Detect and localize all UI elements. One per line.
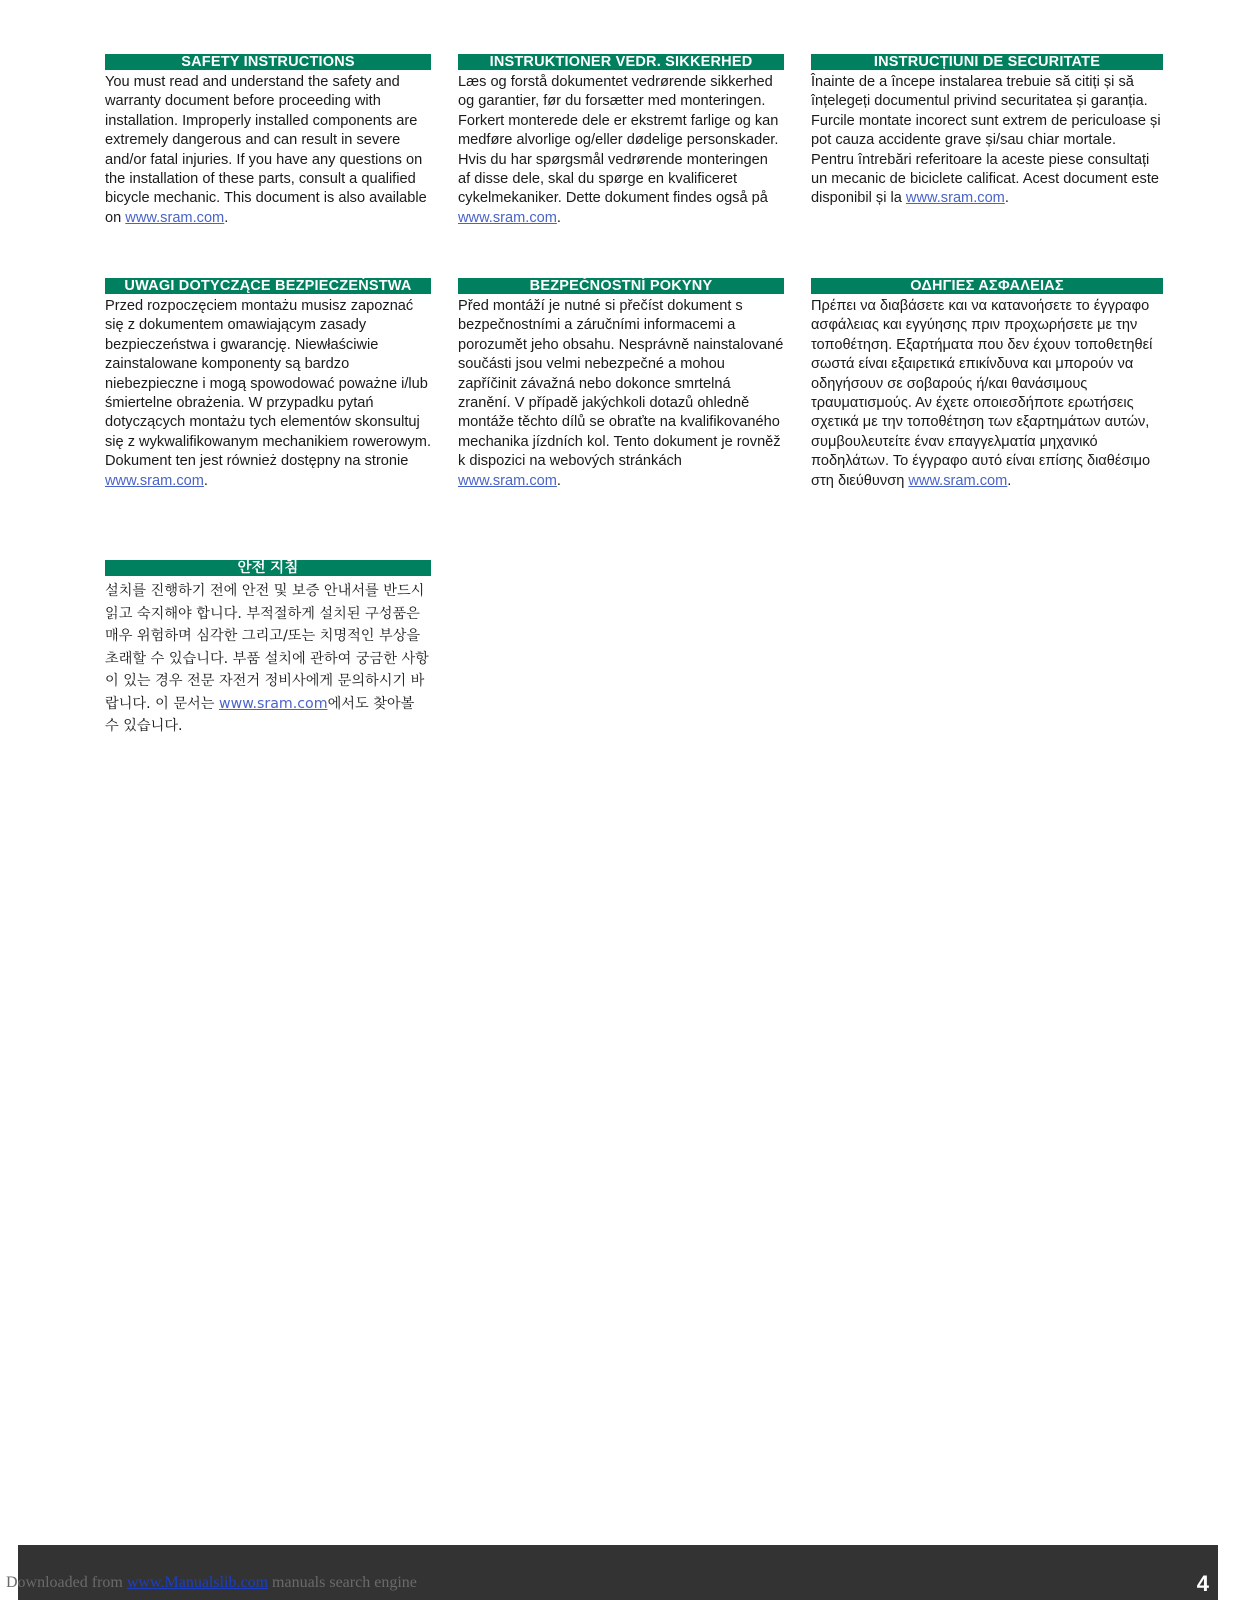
section-body: Πρέπει να διαβάσετε και να κατανοήσετε το έγγραφο ασφάλειας και εγγύησης πριν προχωρήσετε με την τοποθέτηση. Εξαρτήματα που δεν έχουν τοποθετηθεί σωστά είναι εξαιρετικά επικίνδυνα και μπορούν να οδηγήσουν σε σοβαρούς ή/και θανάσιμους τραυματισμούς. Αν έχετε οποιεσδήποτε ερωτήσεις σχετικά με την τοποθέτηση των εξαρτημάτων αυτών, συμβουλευτείτε έναν επαγγελματία μηχανικό ποδηλάτων. Το έγγραφο αυτό είναι επίσης διαθέσιμο στη διεύθυνση www.sram.com. bbox=[811, 298, 1153, 489]
section-heading: ΟΔΗΓΙΕΣ ΑΣΦΑΛΕΙΑΣ bbox=[811, 278, 1163, 294]
section-safety-pl bbox=[105, 278, 431, 491]
page-number: 4 bbox=[1196, 1571, 1209, 1596]
section-heading: INSTRUKTIONER VEDR. SIKKERHED bbox=[458, 54, 784, 70]
section-body: You must read and understand the safety and warranty document before proceeding with installation. Improperly installed components are extremely dangerous and can result in severe and/or fatal injuries. If you have any questions on the installation of these parts, consult a qualified bicycle mechanic. This document is also available on www.sram.com. bbox=[105, 74, 427, 226]
section-heading: SAFETY INSTRUCTIONS bbox=[105, 54, 431, 70]
section-safety-en bbox=[105, 54, 431, 228]
section-safety-cs bbox=[458, 278, 784, 491]
manualslib-link[interactable]: www.Manualslib.com bbox=[126, 1574, 269, 1591]
sram-link[interactable]: www.sram.com bbox=[908, 472, 1008, 489]
sram-link[interactable]: www.sram.com bbox=[458, 209, 557, 226]
section-body: Przed rozpoczęciem montażu musisz zapoznać się z dokumentem omawiającym zasady bezpieczeństwa i gwarancję. Niewłaściwie zainstalowane komponenty są bardzo niebezpieczne i mogą spowodować poważne i/lub śmiertelne obrażenia. W przypadku pytań dotyczących montażu tych elementów skonsultuj się z wykwalifikowanym mechanikiem rowerowym. Dokument ten jest również dostępny na stronie www.sram.com. bbox=[105, 298, 432, 489]
section-body: 설치를 진행하기 전에 안전 및 보증 안내서를 반드시 읽고 숙지해야 합니다. 부적절하게 설치된 구성품은 매우 위험하며 심각한 그리고/또는 치명적인 부상을 초래할 수 있습니다. 부품 설치에 관하여 궁금한 사항이 있는 경우 전문 자전거 정비사에게 문의하시기 바랍니다. 이 문서는 www.sram.com에서도 찾아볼 수 있습니다. bbox=[105, 583, 429, 734]
sram-link[interactable]: www.sram.com bbox=[905, 190, 1005, 207]
section-body: Læs og forstå dokumentet vedrørende sikkerhed og garantier, før du forsætter med monteringen. Forkert monterede dele er ekstremt farlige og kan medføre alvorlige og/eller dødelige personskader. Hvis du har spørgsmål vedrørende monteringen af disse dele, skal du spørge en kvalificeret cykelmekaniker. Dette dokument findes også på www.sram.com. bbox=[458, 74, 779, 226]
sram-link[interactable]: www.sram.com bbox=[218, 695, 328, 712]
section-body: Înainte de a începe instalarea trebuie să citiți și să înțelegeți documentul privind securitatea și garanția. Furcile montate incorect sunt extrem de periculoase și pot cauza accidente grave și/sau chiar mortale. Pentru întrebări referitoare la aceste piese consultați un mecanic de biciclete calificat. Acest document este disponibil și la www.sram.com. bbox=[811, 74, 1161, 207]
section-safety-ko bbox=[105, 560, 431, 738]
section-safety-da bbox=[458, 54, 784, 228]
section-body: Před montáží je nutné si přečíst dokument s bezpečnostními a záručními informacemi a porozumět jeho obsahu. Nesprávně nainstalované součásti jsou velmi nebezpečné a mohou zapříčinit závažná nebo dokonce smrtelná zranění. V případě jakýchkoli dotazů ohledně montáže těchto dílů se obraťte na kvalifikovaného mechanika jízdních kol. Tento dokument je rovněž k dispozici na webových stránkách www.sram.com. bbox=[458, 298, 784, 489]
section-safety-ro bbox=[811, 54, 1163, 209]
section-safety-el bbox=[811, 278, 1163, 491]
section-heading: UWAGI DOTYCZĄCE BEZPIECZEŃSTWA bbox=[105, 278, 431, 294]
section-heading: BEZPEČNOSTNÍ POKYNY bbox=[458, 278, 784, 294]
section-heading: 안전 지침 bbox=[105, 560, 431, 576]
section-heading: INSTRUCȚIUNI DE SECURITATE bbox=[811, 54, 1163, 70]
sram-link[interactable]: www.sram.com bbox=[458, 472, 557, 489]
sram-link[interactable]: www.sram.com bbox=[105, 472, 204, 489]
sram-link[interactable]: www.sram.com bbox=[125, 209, 225, 226]
download-watermark: Downloaded from www.Manualslib.com manuals search engine bbox=[6, 1574, 417, 1591]
